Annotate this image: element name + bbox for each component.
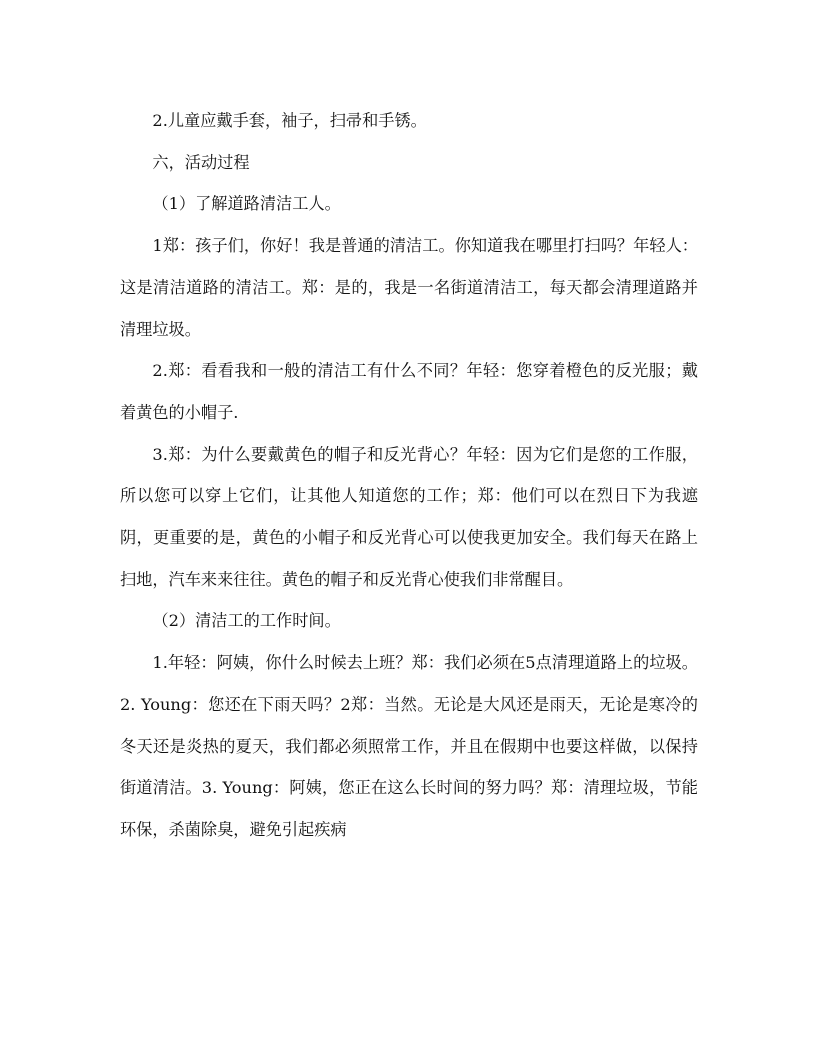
- subsection-heading-2: （2）清洁工的工作时间。: [152, 611, 341, 631]
- paragraph-dialogue-2: 2.郑：看看我和一般的清洁工有什么不同？年轻：您穿着橙色的反光服；戴着黄色的小帽子.: [120, 361, 698, 422]
- section-heading-activity-process: 六，活动过程: [152, 152, 250, 172]
- subsection-heading-1: （1）了解道路清洁工人。: [152, 194, 341, 214]
- paragraph-gloves-note: 2.儿童应戴手套，袖子，扫帚和手锈。: [152, 111, 427, 130]
- paragraph-dialogue-3: 3.郑：为什么要戴黄色的帽子和反光背心？年轻：因为它们是您的工作服，所以您可以穿上它们，让其他人知道您的工作；郑：他们可以在烈日下为我遮阴，更重要的是，黄色的小帽子和反光背心可以使我更加安全。我们每天在路上扫地，汽车来来往往。黄色的帽子和反光背心使我们非常醒目。: [120, 444, 698, 589]
- paragraph-dialogue-1: 1郑：孩子们，你好！我是普通的清洁工。你知道我在哪里打扫吗？年轻人：这是清洁道路的清洁工。郑：是的，我是一名街道清洁工，每天都会清理道路并清理垃圾。: [120, 236, 698, 339]
- paragraph-work-time: 1.年轻：阿姨，你什么时候去上班？郑：我们必须在5点清理道路上的垃圾。2. Young：您还在下雨天吗？2郑：当然。无论是大风还是雨天，无论是寒冷的冬天还是炎热的夏天，我们都必须照常工作，并且在假期中也要这样做，以保持街道清洁。3. Young：阿姨，您正在这么长时间的努力吗？郑：清理垃圾，节能环保，杀菌除臭，避免引起疾病: [120, 653, 698, 839]
- document-page: [120, 100, 698, 851]
